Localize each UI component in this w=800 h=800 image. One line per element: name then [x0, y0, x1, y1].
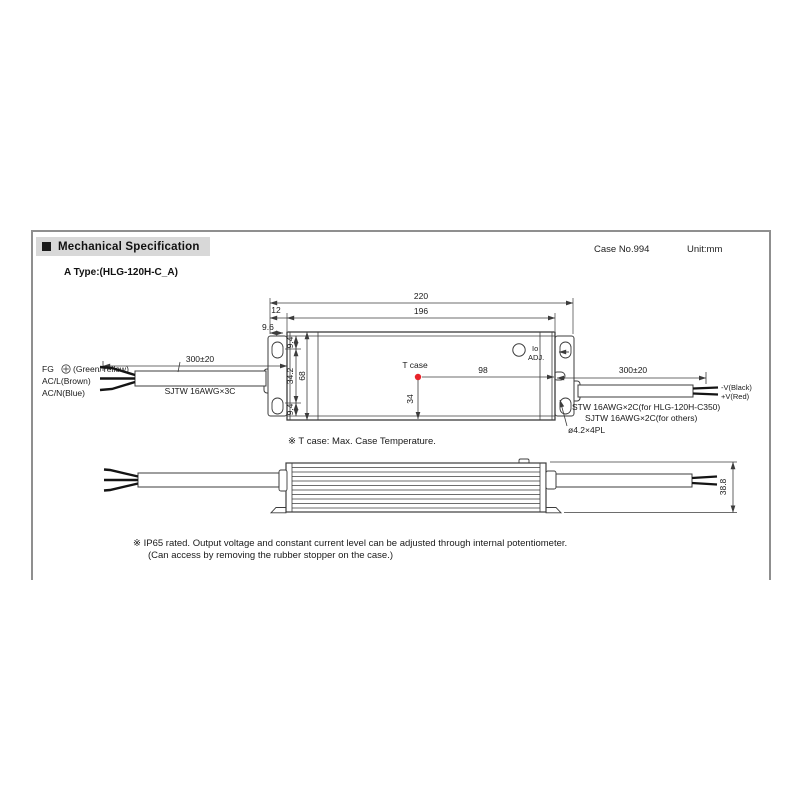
svg-text:ADJ.: ADJ.	[528, 353, 545, 362]
left-flange	[271, 508, 286, 513]
svg-text:34.2: 34.2	[285, 367, 295, 385]
output-wire	[693, 388, 718, 389]
side-output-cable	[546, 471, 717, 489]
ip65-note-line1: ※ IP65 rated. Output voltage and constant current level can be adjusted through internal potentiometer.	[133, 538, 568, 549]
ip65-note-line2: (Can access by removing the rubber stopper on the case.)	[148, 550, 394, 561]
mounting-hole-label: ø4.2×4PL	[568, 425, 606, 435]
mounting-slot	[560, 342, 571, 358]
svg-text:300±20: 300±20	[185, 354, 215, 364]
section-title: Mechanical Specification	[58, 240, 200, 253]
svg-text:9.4: 9.4	[285, 403, 295, 416]
fg-color-label: (Green/Yellow)	[73, 364, 129, 374]
side-input-cable	[104, 470, 287, 492]
v-plus-label: +V(Red)	[721, 392, 750, 401]
unit-label: Unit:mm	[687, 244, 723, 255]
potentiometer-icon	[513, 344, 525, 356]
svg-text:300±20: 300±20	[618, 365, 648, 375]
side-view-drawing	[104, 459, 737, 513]
type-label: A Type:(HLG-120H-C_A)	[64, 267, 178, 278]
svg-text:196: 196	[413, 306, 429, 316]
tcase-note: ※ T case: Max. Case Temperature.	[288, 436, 436, 447]
output-cable-jacket	[578, 385, 693, 397]
case-body-side-view	[286, 463, 546, 512]
svg-text:Io: Io	[532, 344, 539, 353]
output-cable-type-2-label: SJTW 16AWG×2C(for others)	[585, 413, 698, 423]
dim-body-length	[287, 306, 555, 318]
dim-overall-length	[270, 291, 573, 303]
mounting-slot	[272, 398, 283, 414]
case-number: Case No.994	[594, 244, 650, 255]
svg-text:220: 220	[413, 291, 429, 301]
svg-text:34: 34	[405, 394, 415, 404]
svg-text:12: 12	[271, 305, 281, 315]
svg-text:38.8: 38.8	[718, 478, 728, 496]
svg-text:9.6: 9.6	[262, 322, 274, 332]
top-view-drawing	[42, 291, 752, 435]
input-cable-type-label: SJTW 16AWG×3C	[164, 386, 236, 396]
ac-l-label: AC/L(Brown)	[42, 376, 91, 386]
dim-bracket-offset	[270, 305, 287, 318]
earth-ground-icon	[62, 365, 70, 373]
input-cable	[42, 354, 287, 398]
ac-n-label: AC/N(Blue)	[42, 388, 85, 398]
tcase-dot-icon	[415, 374, 421, 380]
right-flange	[546, 508, 561, 513]
output-cable	[557, 365, 752, 435]
svg-text:98: 98	[478, 365, 488, 375]
output-wire	[693, 394, 718, 395]
svg-text:9.4: 9.4	[285, 336, 295, 349]
tcase-label: T case	[402, 360, 428, 370]
dim-edge-offset	[262, 322, 283, 333]
svg-text:68: 68	[297, 371, 307, 381]
input-cable-jacket	[135, 371, 266, 386]
output-cable-type-1-label: STW 16AWG×2C(for HLG-120H-C350)	[572, 402, 721, 412]
v-minus-label: -V(Black)	[721, 383, 752, 392]
input-wire	[100, 382, 135, 390]
fg-label: FG	[42, 364, 54, 374]
mounting-slot	[272, 342, 283, 358]
